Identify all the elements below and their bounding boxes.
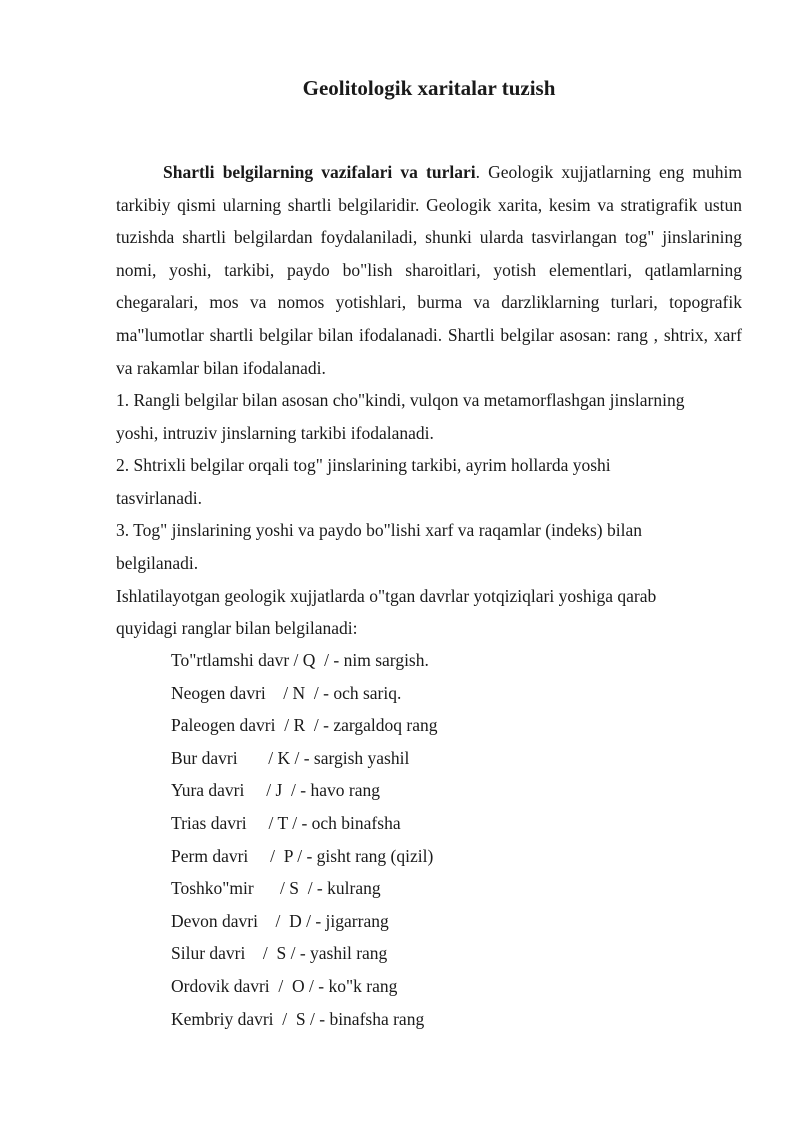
body-line: Ishlatilayotgan geologik xujjatlarda o"tgan davrlar yotqiziqlari yoshiga qarab bbox=[116, 585, 657, 606]
period-item: Silur davri / S / - yashil rang bbox=[171, 943, 388, 964]
period-color-list bbox=[171, 644, 691, 1035]
intro-text: . Geologik xujjatlarning eng muhim tarkibiy qismi ularning shartli belgilaridir. Geologik xarita, kesim va stratigrafik ustun tuzishda shartli belgilardan foydalaniladi, shunki ularda tasvirlangan tog" jinslarining nomi, yoshi, tarkibi, paydo bo"lish sharoitlari, yotish elementlari, qatlamlarning chegaralari, mos va nomos yotishlari, burma va darzliklarning turlari, topografik ma"lumotlar shartli belgilar bilan ifodalanadi. Shartli belgilar asosan: rang , shtrix, xarf va rakamlar bilan ifodalanadi. bbox=[116, 162, 743, 378]
period-item: Ordovik davri / O / - ko"k rang bbox=[171, 975, 398, 996]
body-line: tasvirlanadi. bbox=[116, 487, 203, 508]
period-item: Neogen davri / N / - och sariq. bbox=[171, 682, 402, 703]
period-item: Kembriy davri / S / - binafsha rang bbox=[171, 1008, 425, 1029]
period-item: Perm davri / P / - gisht rang (qizil) bbox=[171, 845, 434, 866]
period-item: Toshko"mir / S / - kulrang bbox=[171, 878, 381, 899]
body-line: quyidagi ranglar bilan belgilanadi: bbox=[116, 618, 358, 639]
body-line: 3. Tog" jinslarining yoshi va paydo bo"lishi xarf va raqamlar (indeks) bilan bbox=[116, 520, 642, 541]
intro-heading: Shartli belgilarning vazifalari va turlari bbox=[163, 162, 476, 182]
intro-paragraph bbox=[116, 156, 742, 384]
period-item: Yura davri / J / - havo rang bbox=[171, 780, 380, 801]
period-item: Paleogen davri / R / - zargaldoq rang bbox=[171, 715, 438, 736]
body-lines bbox=[116, 384, 756, 645]
body-line: yoshi, intruziv jinslarning tarkibi ifodalanadi. bbox=[116, 422, 434, 443]
body-line: 1. Rangli belgilar bilan asosan cho"kindi, vulqon va metamorflashgan jinslarning bbox=[116, 390, 685, 410]
body-line: belgilanadi. bbox=[116, 552, 199, 573]
period-item: To"rtlamshi davr / Q / - nim sargish. bbox=[171, 650, 429, 670]
period-item: Trias davri / T / - och binafsha bbox=[171, 812, 401, 833]
page-title: Geolitologik xaritalar tuzish bbox=[302, 76, 556, 100]
period-item: Devon davri / D / - jigarrang bbox=[171, 910, 389, 931]
body-line: 2. Shtrixli belgilar orqali tog" jinslarining tarkibi, ayrim hollarda yoshi bbox=[116, 455, 611, 476]
period-item: Bur davri / K / - sargish yashil bbox=[171, 747, 410, 768]
